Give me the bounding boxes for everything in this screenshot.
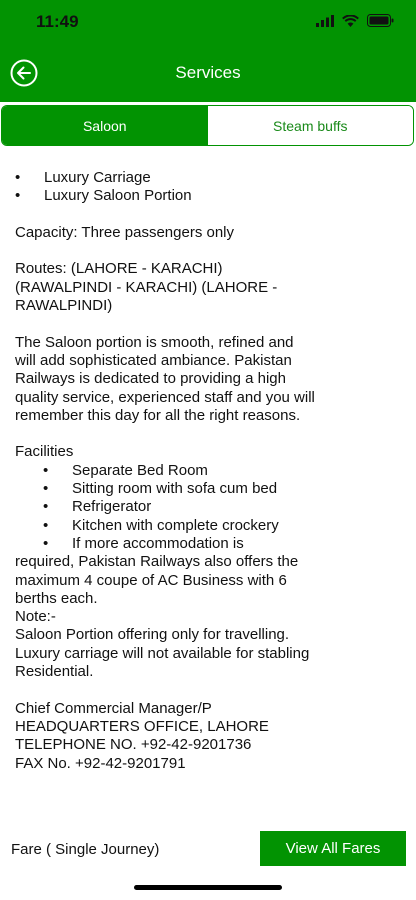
status-icons [316,14,394,27]
contact-line: FAX No. +92-42-9201791 [15,754,186,772]
capacity-text: Capacity: Three passengers only [15,223,235,241]
signal-icon [316,15,334,27]
description-text: The Saloon portion is smooth, refined and will add sophisticated ambiance. Pakistan Railways is dedicated to providing a high quality service, experienced staff and you will remember this day for all the right reasons. [15,333,315,424]
segment-tabs [1,105,414,146]
facilities-list [15,462,315,553]
contact-line: TELEPHONE NO. +92-42-9201736 [15,736,252,754]
fare-label: Fare ( Single Journey) [11,841,160,858]
app-header [0,0,416,102]
wifi-icon [342,15,359,27]
feature-list [15,169,315,206]
list-item: • Luxury Carriage [15,169,315,187]
note-text: Luxury carriage will not available for stabling Residential. [15,644,310,681]
service-description [15,169,315,773]
facility-continuation-text: required, Pakistan Railways also offers the maximum 4 coupe of AC Business with 6 berths each. [15,553,299,607]
list-item: • Luxury Saloon Portion [15,187,315,205]
battery-icon [367,14,394,27]
page-title: Services [175,63,241,82]
routes-text: Routes: (LAHORE - KARACHI) (RAWALPINDI - KARACHI) (LAHORE - RAWALPINDI) [15,260,278,315]
contact-line: HEADQUARTERS OFFICE, LAHORE [15,717,269,735]
tab-saloon[interactable]: Saloon [2,106,208,145]
list-item: • If more accommodation is [15,535,315,553]
tab-steam-buffs[interactable]: Steam buffs [208,106,414,145]
note-heading: Note:- [15,608,56,626]
list-item: • Separate Bed Room [15,462,315,480]
status-time: 11:49 [36,12,79,31]
home-indicator [134,885,282,890]
list-item: • Refrigerator [15,498,315,516]
list-item: • Kitchen with complete crockery [15,517,315,535]
list-item: • Sitting room with sofa cum bed [15,480,315,498]
facilities-heading: Facilities [15,443,74,461]
note-text: Saloon Portion offering only for travelling. [15,626,290,644]
view-all-fares-button[interactable]: View All Fares [260,831,406,866]
contact-line: Chief Commercial Manager/P [15,699,212,717]
